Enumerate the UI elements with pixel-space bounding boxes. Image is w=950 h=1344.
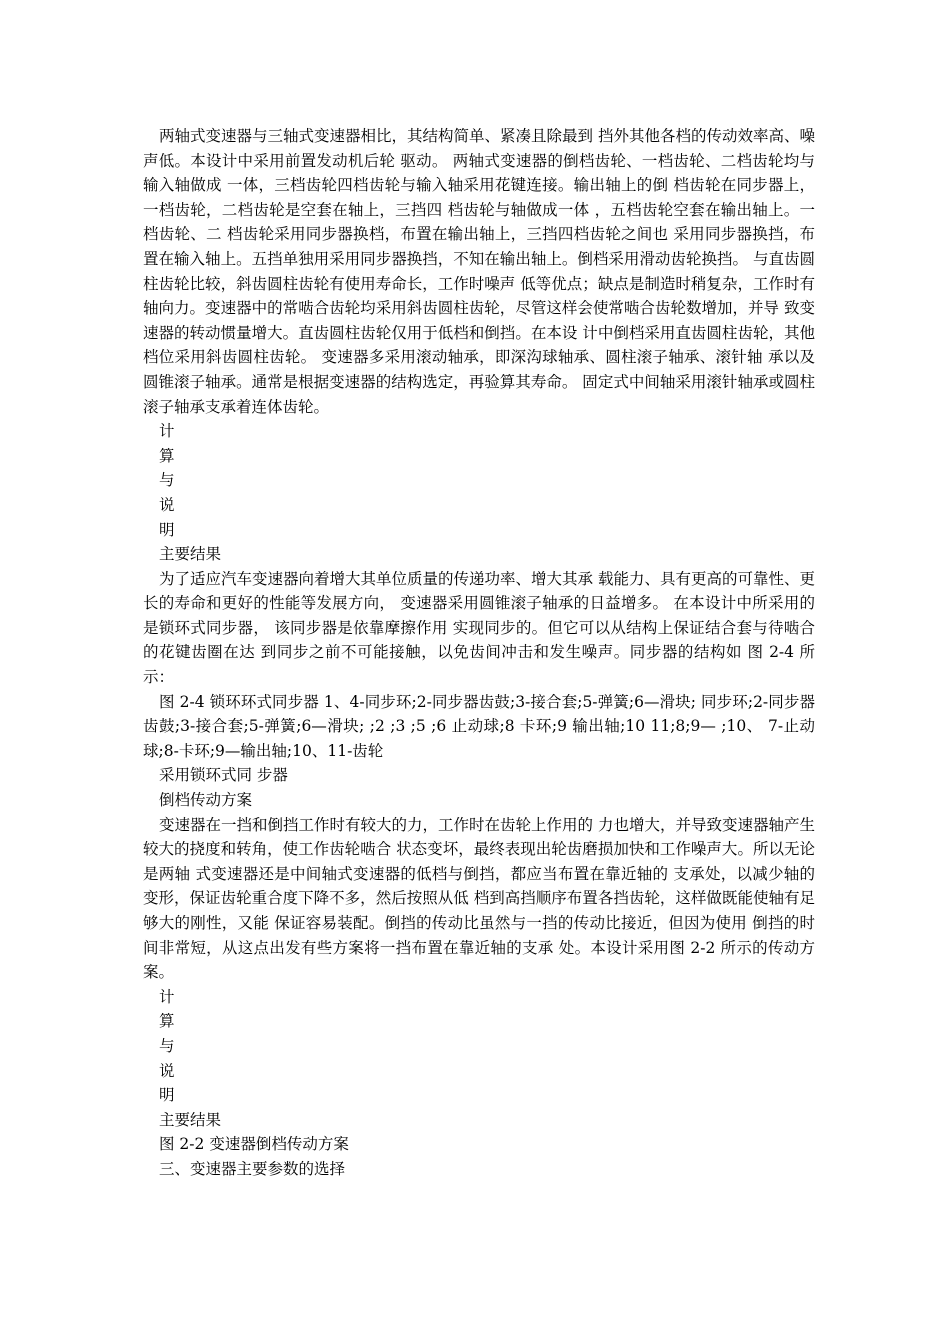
- subheading-reverse-gear-scheme: 倒档传动方案: [159, 791, 253, 810]
- main-result-label: 主要结果: [159, 1110, 222, 1129]
- result-synchronizer-choice: 采用锁环式同 步器: [159, 766, 288, 785]
- paragraph-synchronizer: 为了适应汽车变速器向着增大其单位质量的传递功率、增大其承 载能力、具有更高的可靠性、更长的寿命和更好的性能等发展方向， 变速器采用圆锥滚子轴承的日益增多。 在本设计中所采用的是锁环式同步器， 该同步器是依靠摩擦作用 实现同步的。但它可以从结构上保证结合套与待啮合的花键齿圈在达 到同步之前不可能接触，以免齿间冲击和发生噪声。同步器的结构如 图 2-4 所示：: [143, 569, 815, 687]
- paragraph-reverse-gear: 变速器在一挡和倒挡工作时有较大的力，工作时在齿轮上作用的 力也增大，并导致变速器轴产生较大的挠度和转角，使工作齿轮啮合 状态变坏，最终表现出轮齿磨损加快和工作噪声大。所以无论是两轴 式变速器还是中间轴式变速器的低档与倒挡，都应当布置在靠近轴的 支承处，以减少轴的变形，保证齿轮重合度下降不多，然后按照从低 档到高挡顺序布置各挡齿轮，这样做既能使轴有足够大的刚性，又能 保证容易装配。倒挡的传动比虽然与一挡的传动比接近，但因为使用 倒挡的时间非常短，从这点出发有些方案将一挡布置在靠近轴的支承 处。本设计采用图 2-2 所示的传动方案。: [143, 815, 815, 982]
- vertical-label-char: 说: [159, 1061, 175, 1080]
- vertical-label-char: 说: [159, 495, 175, 514]
- figure-caption-2-4: 图 2-4 锁环环式同步器 1、4-同步环;2-同步器齿鼓;3-接合套;5-弹簧;6—滑块; 同步环;2-同步器齿鼓;3-接合套;5-弹簧;6—滑块; ;2 ;3 ;5 ;6 止动球;8 卡环;9 输出轴;10 11;8;9— ;10、 7-止动球;8-卡环;9—输出轴;10、11-齿轮: [143, 692, 815, 760]
- vertical-label-char: 明: [159, 520, 175, 539]
- vertical-label-char: 明: [159, 1086, 175, 1105]
- vertical-label-char: 算: [159, 1012, 175, 1031]
- main-result-label: 主要结果: [159, 545, 222, 564]
- vertical-label-char: 计: [159, 987, 175, 1006]
- vertical-label-char: 与: [159, 471, 175, 490]
- paragraph-transmission-structure: 两轴式变速器与三轴式变速器相比，其结构简单、紧凑且除最到 挡外其他各档的传动效率高、噪声低。本设计中采用前置发动机后轮 驱动。 两轴式变速器的倒档齿轮、一档齿轮、二档齿轮均与输入轴做成 一体，三档齿轮四档齿轮与输入轴采用花键连接。输出轴上的倒 档齿轮在同步器上，一档齿轮，二档齿轮是空套在轴上，三挡四 档齿轮与轴做成一体 ，五档齿轮空套在输出轴上。一档齿轮、二 档齿轮采用同步器换档，布置在输出轴上，三挡四档齿轮之间也 采用同步器换挡，布置在输入轴上。五挡单独用采用同步器换挡，不知在输出轴上。倒档采用滑动齿轮换挡。 与直齿圆柱齿轮比较，斜齿圆柱齿轮有使用寿命长，工作时噪声 低等优点；缺点是制造时稍复杂，工作时有轴向力。变速器中的常啮合齿轮均采用斜齿圆柱齿轮，尽管这样会使常啮合齿轮数增加，并导 致变速器的转动惯量增大。直齿圆柱齿轮仅用于低档和倒挡。在本设 计中倒档采用直齿圆柱齿轮，其他档位采用斜齿圆柱齿轮。 变速器多采用滚动轴承，即深沟球轴承、圆柱滚子轴承、滚针轴 承以及圆锥滚子轴承。通常是根据变速器的结构选定，再验算其寿命。 固定式中间轴采用滚针轴承或圆柱滚子轴承支承着连体齿轮。: [143, 127, 815, 416]
- vertical-label-char: 计: [159, 422, 175, 441]
- document-page: [143, 124, 815, 1182]
- vertical-label-char: 与: [159, 1036, 175, 1055]
- section-heading-parameters: 三、变速器主要参数的选择: [159, 1159, 346, 1178]
- figure-caption-2-2: 图 2-2 变速器倒档传动方案: [159, 1135, 349, 1154]
- vertical-label-char: 算: [159, 446, 175, 465]
